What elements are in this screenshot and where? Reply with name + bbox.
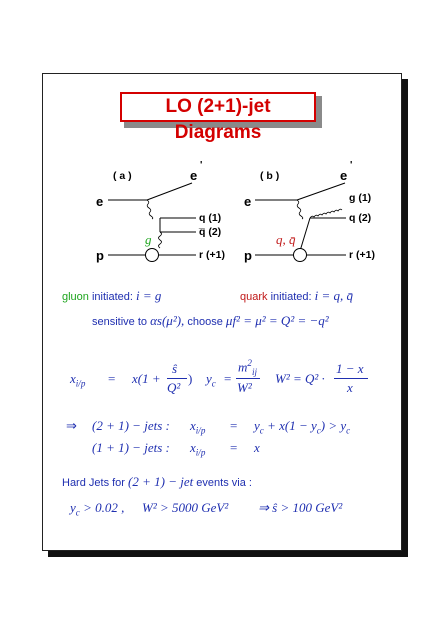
eq-x-equals: = bbox=[108, 371, 116, 386]
quark-in-line-b bbox=[300, 218, 310, 251]
gluon-line-a bbox=[159, 232, 162, 248]
diagram-a bbox=[108, 183, 196, 262]
diagram-b-q2: q (2) bbox=[349, 212, 372, 224]
quark-initiated-line bbox=[240, 288, 353, 304]
quark-word: quark bbox=[240, 291, 268, 303]
row2-equals: = bbox=[230, 440, 238, 455]
cut-yc: $y_c > 0.02$ , bbox=[70, 500, 125, 518]
quark-formula: i = q, q̄ bbox=[314, 288, 354, 303]
eq-W-denominator: x bbox=[347, 380, 353, 395]
eq-W: W² = Q² · bbox=[275, 371, 325, 386]
diagram-a-prime: ' bbox=[200, 160, 203, 171]
sensitivity-lead: sensitive to bbox=[92, 316, 148, 328]
diagram-b-g1: g (1) bbox=[349, 192, 372, 204]
sensitivity-alpha: αs(μ²), bbox=[150, 313, 185, 328]
diagram-b-electron-out: e bbox=[340, 168, 348, 183]
diagram-b bbox=[255, 183, 346, 262]
cut-W: W² > 5000 GeV² bbox=[142, 500, 229, 515]
row1-equals: = bbox=[230, 418, 238, 433]
row1-jets: (2 + 1) − jets : bbox=[92, 418, 170, 433]
cut-shat: ⇒ ŝ > 100 GeV² bbox=[258, 500, 343, 515]
eq-x-shat: ŝ bbox=[172, 361, 178, 376]
row2-jets: (1 + 1) − jets : bbox=[92, 440, 170, 455]
eq-yc-mass: $m^2_{ij}$ bbox=[238, 358, 257, 377]
gluon-formula: i = g bbox=[136, 288, 162, 303]
diagram-a-proton: p bbox=[96, 248, 104, 263]
eq-x-Q2: Q² bbox=[167, 380, 181, 395]
diagram-b-proton: p bbox=[244, 248, 252, 263]
hard-jets-tail: events via : bbox=[196, 477, 252, 489]
photon-line-a bbox=[147, 200, 153, 219]
diagram-a-q1: q (1) bbox=[199, 212, 222, 224]
diagram-b-electron-in: e bbox=[244, 194, 252, 209]
hard-jets-formula: (2 + 1) − jet bbox=[128, 474, 194, 489]
diagram-b-remnant: r (+1) bbox=[349, 249, 375, 261]
sensitivity-line bbox=[92, 313, 329, 329]
diagram-a-electron-out: e bbox=[190, 168, 198, 183]
diagram-a-label: ( a ) bbox=[113, 170, 132, 182]
eq-yc-W2: W² bbox=[237, 380, 252, 395]
row1-x: $x_{i/p}$ bbox=[190, 418, 206, 436]
proton-blob-a bbox=[146, 249, 159, 262]
row1-rhs: $y_c + x(1 - y_c) > y_c$ bbox=[254, 418, 351, 436]
proton-blob-b bbox=[294, 249, 307, 262]
gluon-word: gluon bbox=[62, 291, 89, 303]
eq-yc-equals: = bbox=[224, 371, 232, 386]
gluon-emission-b bbox=[310, 209, 342, 218]
diagram-b-label: ( b ) bbox=[260, 170, 280, 182]
gluon-initiated-text: initiated: bbox=[88, 291, 133, 303]
sensitivity-choose: choose bbox=[187, 316, 223, 328]
diagram-a-electron-in: e bbox=[96, 194, 104, 209]
diagram-a-remnant: r (+1) bbox=[199, 249, 225, 261]
row2-x: $x_{i/p}$ bbox=[190, 440, 206, 458]
diagram-b-parton: q, q̄ bbox=[276, 232, 296, 247]
hard-jets-line bbox=[62, 474, 252, 490]
hard-jets-lead: Hard Jets for bbox=[62, 477, 125, 489]
implies-arrow: ⇒ bbox=[66, 418, 77, 433]
eq-x-fraction-bar bbox=[167, 378, 187, 379]
eq-x-lhs: $x_{i/p}$ bbox=[70, 371, 86, 389]
eq-x-factor: x(1 + bbox=[132, 371, 161, 386]
diagram-b-prime: ' bbox=[350, 160, 353, 171]
slide-title: LO (2+1)-jet Diagrams bbox=[120, 92, 316, 122]
row2-rhs: x bbox=[254, 440, 260, 455]
diagram-a-parton: g bbox=[145, 232, 152, 247]
eq-W-fraction-bar bbox=[334, 378, 368, 379]
eq-yc-fraction-bar bbox=[236, 378, 260, 379]
electron-out-line-a bbox=[147, 183, 192, 200]
eq-W-numerator: 1 − x bbox=[336, 361, 364, 376]
eq-x-close: ) bbox=[188, 371, 193, 386]
photon-line-b bbox=[297, 200, 303, 219]
sensitivity-formula: μf² = μ² = Q² = −q² bbox=[225, 313, 329, 328]
diagram-a-q2: q̅ (2) bbox=[199, 226, 222, 238]
quark-initiated-text: initiated: bbox=[267, 291, 312, 303]
eq-yc: $y_c$ bbox=[206, 371, 216, 389]
electron-out-line-b bbox=[297, 183, 345, 200]
gluon-initiated-line bbox=[62, 288, 161, 304]
